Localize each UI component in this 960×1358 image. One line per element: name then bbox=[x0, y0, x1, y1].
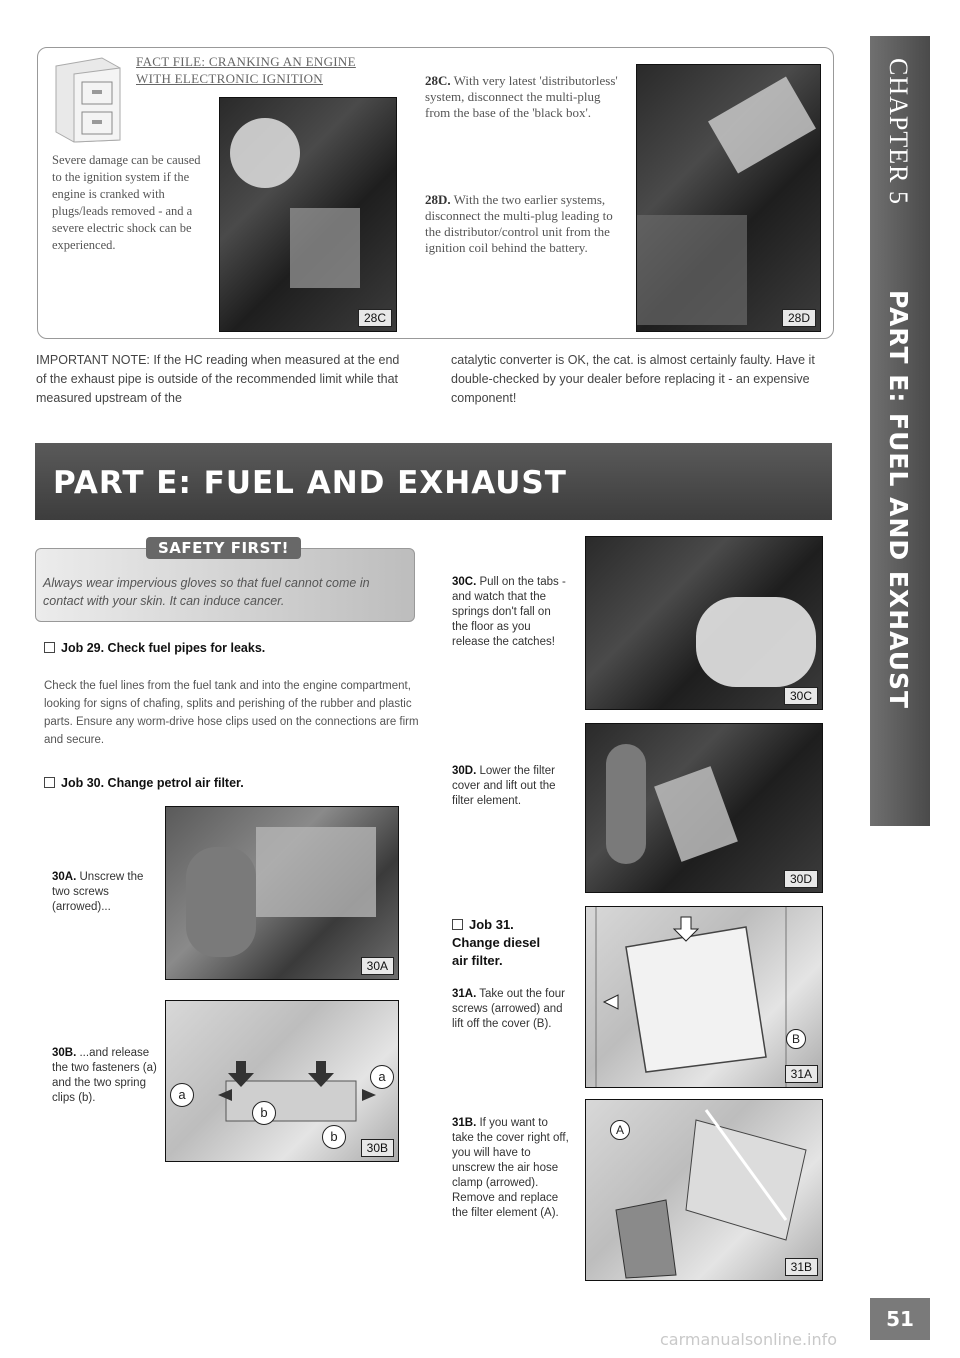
checkbox-icon bbox=[452, 919, 463, 930]
side-tab-part: PART E: FUEL AND EXHAUST bbox=[884, 290, 913, 710]
step-28c-text: With very latest 'distributorless' system, disconnect the multi-plug from the base of the 'black box'. bbox=[425, 73, 618, 120]
important-note-left: IMPORTANT NOTE: If the HC reading when measured at the end of the exhaust pipe is outside of the recommended limit while that measured upstream of the bbox=[36, 353, 400, 405]
photo-30a-label: 30A bbox=[361, 957, 394, 975]
step-30a-text: Unscrew the two screws (arrowed)... bbox=[52, 871, 144, 913]
step-30b-text: ...and release the two fasteners (a) and the two spring clips (b). bbox=[52, 1047, 157, 1104]
part-banner-title: PART E: FUEL AND EXHAUST bbox=[53, 465, 567, 501]
callout-b-right: b bbox=[322, 1125, 346, 1149]
step-31a-text: Take out the four screws (arrowed) and lift off the cover (B). bbox=[452, 988, 565, 1030]
diagram-31b bbox=[585, 1099, 823, 1281]
photo-28d bbox=[636, 64, 821, 332]
callout-b-left: b bbox=[252, 1101, 276, 1125]
checkbox-icon bbox=[44, 777, 55, 788]
photo-30a bbox=[165, 806, 399, 980]
checkbox-icon bbox=[44, 642, 55, 653]
important-note-right: catalytic converter is OK, the cat. is almost certainly faulty. Have it double-checked by your dealer before replacing it - an expensive component! bbox=[451, 353, 815, 405]
side-tab-chapter: CHAPTER 5 bbox=[884, 58, 913, 205]
diagram-31a bbox=[585, 906, 823, 1088]
job-29-title bbox=[44, 641, 265, 655]
fact-file-title-line-1: FACT FILE: CRANKING AN ENGINE bbox=[136, 54, 356, 69]
step-30b-number: 30B. bbox=[52, 1047, 77, 1059]
callout-b-31a: B bbox=[786, 1029, 806, 1049]
job-31-title bbox=[452, 916, 540, 970]
job-31-title-line-1: Job 31. bbox=[469, 917, 514, 932]
safety-text: Always wear impervious gloves so that fuel cannot come in contact with your skin. It can induce cancer. bbox=[43, 576, 370, 608]
step-28d bbox=[425, 192, 625, 256]
step-30a-number: 30A. bbox=[52, 871, 77, 883]
step-31b-number: 31B. bbox=[452, 1117, 477, 1129]
job-30-title-text: Job 30. Change petrol air filter. bbox=[61, 776, 244, 790]
job-30-title bbox=[44, 776, 244, 790]
step-31b bbox=[452, 1116, 572, 1221]
step-31a bbox=[452, 987, 572, 1032]
safety-label: SAFETY FIRST! bbox=[146, 537, 301, 559]
page-number: 51 bbox=[870, 1298, 930, 1340]
diagram-30b bbox=[165, 1000, 399, 1162]
callout-a-right: a bbox=[370, 1065, 394, 1089]
fact-file-body: Severe damage can be caused to the ignition system if the engine is cranked with plugs/leads removed - and a severe electric shock can be experienced. bbox=[52, 153, 201, 252]
part-banner bbox=[35, 443, 832, 520]
photo-31b-label: 31B bbox=[785, 1258, 818, 1276]
step-28d-number: 28D. bbox=[425, 192, 451, 207]
watermark: carmanualsonline.info bbox=[660, 1330, 838, 1349]
photo-28d-label: 28D bbox=[782, 309, 816, 327]
photo-30d bbox=[585, 723, 823, 893]
fact-file-title-line-2: WITH ELECTRONIC IGNITION bbox=[136, 71, 323, 86]
diagram-31a-drawing bbox=[586, 907, 822, 1087]
step-30d-text: Lower the filter cover and lift out the filter element. bbox=[452, 765, 556, 807]
step-30d-number: 30D. bbox=[452, 765, 477, 777]
side-tab bbox=[870, 36, 930, 826]
photo-28c-label: 28C bbox=[358, 309, 392, 327]
job-29-body: Check the fuel lines from the fuel tank and into the engine compartment, looking for signs of chafing, splits and perishing of the rubber and plastic parts. Ensure any worm-drive hose clips used on the connections are firm and secure. bbox=[44, 680, 419, 746]
step-30d bbox=[452, 764, 567, 809]
callout-a-31b: A bbox=[610, 1120, 630, 1140]
step-28d-text: With the two earlier systems, disconnect the multi-plug leading to the distributor/control unit from the ignition coil behind the battery. bbox=[425, 192, 613, 255]
step-30c-text: Pull on the tabs - and watch that the springs don't fall on the floor as you release the catches! bbox=[452, 576, 566, 648]
photo-28c bbox=[219, 97, 397, 332]
photo-30b-label: 30B bbox=[361, 1139, 394, 1157]
callout-a-left: a bbox=[170, 1083, 194, 1107]
job-29-title-text: Job 29. Check fuel pipes for leaks. bbox=[61, 641, 266, 655]
photo-30d-label: 30D bbox=[784, 870, 818, 888]
step-30b bbox=[52, 1046, 162, 1106]
photo-31a-label: 31A bbox=[785, 1065, 818, 1083]
job-31-title-line-2: Change diesel bbox=[452, 935, 541, 950]
step-30c-number: 30C. bbox=[452, 576, 477, 588]
step-31b-text: If you want to take the cover right off, you will have to unscrew the air hose clamp (arrowed). Remove and replace the filter element (A). bbox=[452, 1117, 569, 1219]
filing-cabinet-icon bbox=[48, 52, 126, 144]
photo-30c bbox=[585, 536, 823, 710]
job-31-title-line-3: air filter. bbox=[452, 953, 503, 968]
step-30c bbox=[452, 575, 567, 650]
step-30a bbox=[52, 870, 152, 915]
photo-30c-label: 30C bbox=[784, 687, 818, 705]
step-31a-number: 31A. bbox=[452, 988, 477, 1000]
step-28c bbox=[425, 73, 625, 121]
diagram-30b-drawing bbox=[166, 1001, 398, 1161]
step-28c-number: 28C. bbox=[425, 73, 451, 88]
